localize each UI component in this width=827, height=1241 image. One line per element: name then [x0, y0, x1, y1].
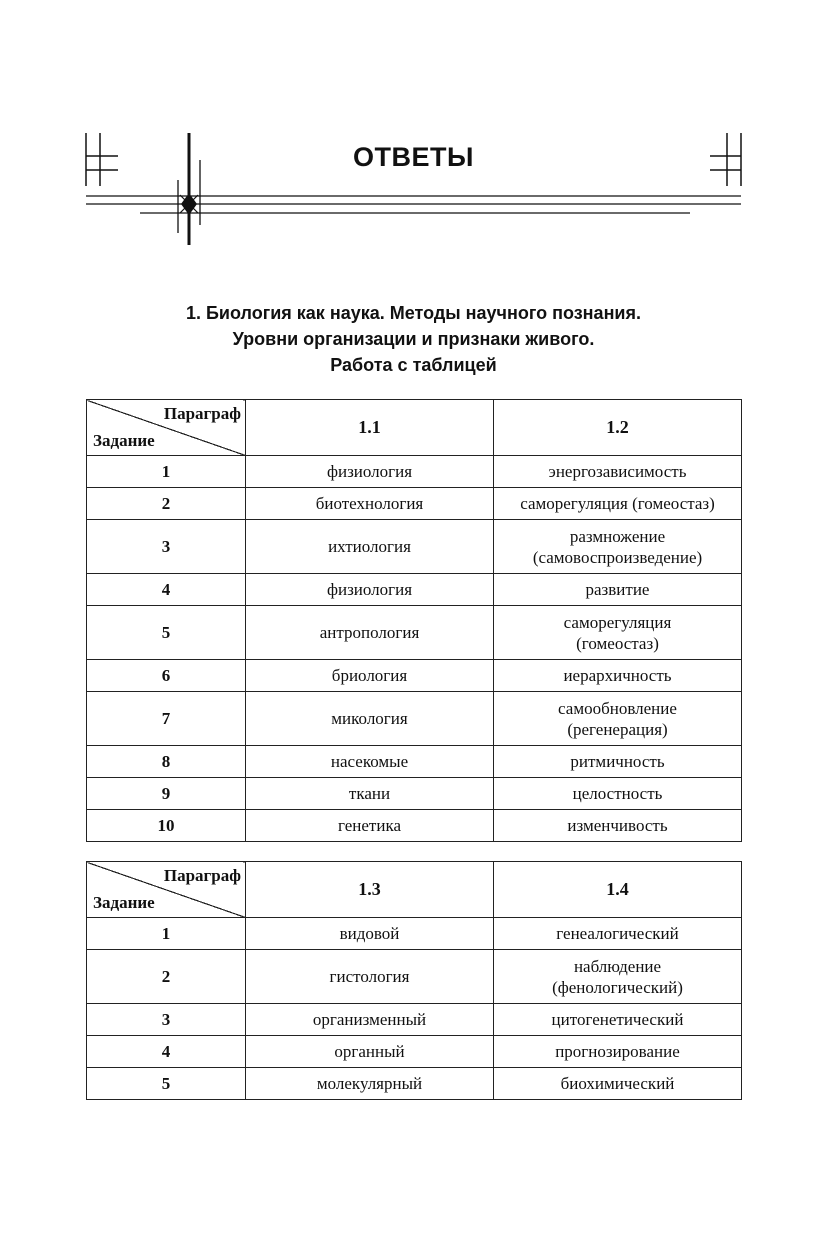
table-row [87, 456, 742, 488]
task-number: 3 [87, 1004, 246, 1036]
section-title [0, 300, 827, 378]
task-number: 2 [87, 950, 246, 1004]
answer-cell: генетика [246, 810, 494, 842]
table-row [87, 660, 742, 692]
answers-table-2 [86, 861, 742, 1100]
answer-cell: физиология [246, 456, 494, 488]
table-row [87, 520, 742, 574]
answer-cell: биотехнология [246, 488, 494, 520]
task-label: Задание [93, 893, 155, 912]
answer-cell [494, 692, 742, 746]
task-number: 8 [87, 746, 246, 778]
answer-cell: бриология [246, 660, 494, 692]
task-number: 5 [87, 1068, 246, 1100]
answer-cell: антропология [246, 606, 494, 660]
answer-line: (регенерация) [567, 719, 668, 739]
table-row [87, 1004, 742, 1036]
task-number: 5 [87, 606, 246, 660]
page-heading: ОТВЕТЫ [353, 142, 474, 172]
answer-line: самообновление [558, 698, 677, 718]
task-number: 1 [87, 918, 246, 950]
answer-cell: физиология [246, 574, 494, 606]
answer-cell: микология [246, 692, 494, 746]
answers-table-1 [86, 399, 742, 842]
answer-cell: видовой [246, 918, 494, 950]
table-row [87, 950, 742, 1004]
answer-line: (гомеостаз) [576, 633, 659, 653]
answer-cell: прогнозирование [494, 1036, 742, 1068]
answer-line: (фенологический) [552, 977, 683, 997]
answer-cell: ритмичность [494, 746, 742, 778]
answer-cell: генеалогический [494, 918, 742, 950]
table-row [87, 918, 742, 950]
table-header-row [87, 400, 742, 456]
task-number: 1 [87, 456, 246, 488]
answer-cell: насекомые [246, 746, 494, 778]
table-row [87, 692, 742, 746]
task-number: 4 [87, 1036, 246, 1068]
paragraph-label: Параграф [163, 404, 241, 423]
answer-cell: изменчивость [494, 810, 742, 842]
answer-cell: органный [246, 1036, 494, 1068]
answer-line: саморегуляция [563, 612, 672, 632]
column-header: 1.4 [494, 862, 742, 918]
table-row [87, 1036, 742, 1068]
task-number: 10 [87, 810, 246, 842]
answer-cell [494, 950, 742, 1004]
answer-cell: целостность [494, 778, 742, 810]
answer-cell: энергозависимость [494, 456, 742, 488]
table-row [87, 606, 742, 660]
table-header-row [87, 862, 742, 918]
answer-cell: ткани [246, 778, 494, 810]
header-ornament [0, 0, 827, 260]
answer-cell: иерархичность [494, 660, 742, 692]
task-number: 2 [87, 488, 246, 520]
answer-cell: саморегуляция (гомеостаз) [494, 488, 742, 520]
table-row [87, 1068, 742, 1100]
answer-line: (самовоспроизведение) [532, 547, 703, 567]
task-number: 7 [87, 692, 246, 746]
table-row [87, 778, 742, 810]
section-title-line-3: Работа с таблицей [330, 355, 497, 375]
task-number: 6 [87, 660, 246, 692]
task-label: Задание [93, 431, 155, 450]
corner-header-cell [87, 400, 246, 456]
answer-cell: развитие [494, 574, 742, 606]
answer-cell: ихтиология [246, 520, 494, 574]
table-row [87, 810, 742, 842]
table-row [87, 574, 742, 606]
section-title-line-2: Уровни организации и признаки живого. [232, 329, 595, 349]
column-header: 1.3 [246, 862, 494, 918]
answer-cell: молекулярный [246, 1068, 494, 1100]
answer-line: наблюдение [573, 956, 662, 976]
task-number: 9 [87, 778, 246, 810]
table-row [87, 488, 742, 520]
task-number: 3 [87, 520, 246, 574]
answer-cell [494, 520, 742, 574]
task-number: 4 [87, 574, 246, 606]
answer-line: размножение [569, 526, 666, 546]
table-row [87, 746, 742, 778]
column-header: 1.2 [494, 400, 742, 456]
answer-cell: организменный [246, 1004, 494, 1036]
column-header: 1.1 [246, 400, 494, 456]
corner-header-cell [87, 862, 246, 918]
paragraph-label: Параграф [163, 866, 241, 885]
answer-cell: биохимический [494, 1068, 742, 1100]
answer-cell [494, 606, 742, 660]
answer-cell: цитогенетический [494, 1004, 742, 1036]
answer-cell: гистология [246, 950, 494, 1004]
section-title-line-1: 1. Биология как наука. Методы научного познания. [185, 303, 642, 323]
